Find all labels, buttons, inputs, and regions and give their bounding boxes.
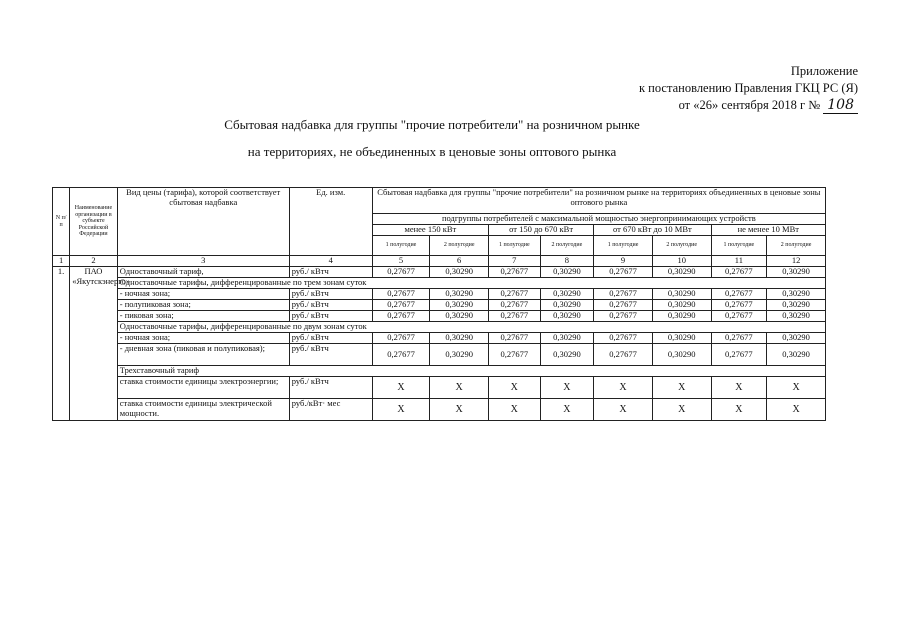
value-cell: 0,27677 bbox=[489, 289, 541, 300]
value-cell: 0,30290 bbox=[767, 311, 826, 322]
row-label: Одноставочный тариф, bbox=[117, 267, 289, 278]
value-cell: X bbox=[711, 377, 767, 399]
row-label: - ночная зона; bbox=[117, 333, 289, 344]
value-cell: 0,27677 bbox=[372, 333, 430, 344]
value-cell: 0,30290 bbox=[540, 289, 594, 300]
tariff-table bbox=[52, 187, 826, 421]
row-number: 1. bbox=[53, 267, 70, 421]
value-cell: 0,30290 bbox=[652, 344, 711, 366]
value-cell: 0,30290 bbox=[652, 289, 711, 300]
value-cell: 0,30290 bbox=[430, 344, 489, 366]
resolution-date-prefix: от «26» сентября 2018 г № bbox=[678, 98, 821, 112]
section-row bbox=[53, 366, 826, 377]
section-row bbox=[53, 278, 826, 289]
value-cell: 0,27677 bbox=[372, 267, 430, 278]
half-year-1: 1 полугодие bbox=[594, 236, 653, 256]
resolution-number: 108 bbox=[823, 97, 858, 114]
col-header-org: Наименование организации в субъекте Российской Федерации bbox=[70, 188, 118, 256]
value-cell: 0,27677 bbox=[594, 311, 653, 322]
value-cell: 0,27677 bbox=[489, 267, 541, 278]
half-year-2: 2 полугодие bbox=[430, 236, 489, 256]
value-cell: 0,30290 bbox=[430, 333, 489, 344]
value-cell: 0,30290 bbox=[540, 300, 594, 311]
value-cell: 0,27677 bbox=[594, 333, 653, 344]
col-number: 1 bbox=[53, 256, 70, 267]
col-number: 5 bbox=[372, 256, 430, 267]
resolution-ref: к постановлению Правления ГКЦ РС (Я) bbox=[638, 81, 858, 95]
value-cell: 0,27677 bbox=[594, 344, 653, 366]
table-row bbox=[53, 344, 826, 366]
row-label: ставка стоимости единицы электрической мощности. bbox=[117, 399, 289, 421]
value-cell: 0,27677 bbox=[711, 344, 767, 366]
value-cell: 0,27677 bbox=[594, 289, 653, 300]
table-row bbox=[53, 399, 826, 421]
row-unit: руб./кВт· мес bbox=[289, 399, 372, 421]
value-cell: 0,30290 bbox=[430, 267, 489, 278]
table-row bbox=[53, 311, 826, 322]
group-lt150: менее 150 кВт bbox=[372, 225, 488, 236]
value-cell: X bbox=[594, 377, 653, 399]
group-150-670: от 150 до 670 кВт bbox=[489, 225, 594, 236]
value-cell: 0,27677 bbox=[489, 311, 541, 322]
half-year-2: 2 полугодие bbox=[540, 236, 594, 256]
value-cell: 0,27677 bbox=[711, 333, 767, 344]
value-cell: 0,30290 bbox=[652, 300, 711, 311]
row-unit: руб./ кВтч bbox=[289, 267, 372, 278]
value-cell: 0,30290 bbox=[430, 311, 489, 322]
col-number-row bbox=[53, 256, 826, 267]
value-cell: X bbox=[540, 377, 594, 399]
row-unit: руб./ кВтч bbox=[289, 289, 372, 300]
value-cell: X bbox=[489, 399, 541, 421]
value-cell: 0,30290 bbox=[652, 267, 711, 278]
value-cell: 0,27677 bbox=[594, 300, 653, 311]
value-cell: 0,27677 bbox=[489, 344, 541, 366]
value-cell: 0,27677 bbox=[711, 289, 767, 300]
value-cell: X bbox=[372, 377, 430, 399]
org-name: ПАО «Якутскэнерго» bbox=[70, 267, 118, 421]
value-cell: X bbox=[652, 377, 711, 399]
value-cell: 0,30290 bbox=[767, 300, 826, 311]
half-year-1: 1 полугодие bbox=[711, 236, 767, 256]
value-cell: 0,27677 bbox=[372, 344, 430, 366]
value-cell: 0,30290 bbox=[767, 333, 826, 344]
value-cell: 0,27677 bbox=[711, 311, 767, 322]
table-row bbox=[53, 377, 826, 399]
value-cell: 0,27677 bbox=[594, 267, 653, 278]
row-label: ставка стоимости единицы электроэнергии; bbox=[117, 377, 289, 399]
row-label: - ночная зона; bbox=[117, 289, 289, 300]
section-row bbox=[53, 322, 826, 333]
value-cell: X bbox=[652, 399, 711, 421]
group-gte10mw: не менее 10 МВт bbox=[711, 225, 825, 236]
half-year-2: 2 полугодие bbox=[652, 236, 711, 256]
col-number: 11 bbox=[711, 256, 767, 267]
col-header-markup: Сбытовая надбавка для группы "прочие потребители" на розничном рынке на территориях объединенных в ценовые зоны оптового рынка bbox=[372, 188, 825, 214]
half-year-1: 1 полугодие bbox=[489, 236, 541, 256]
col-header-num: N п/п bbox=[53, 188, 70, 256]
value-cell: 0,27677 bbox=[711, 300, 767, 311]
value-cell: 0,30290 bbox=[767, 344, 826, 366]
col-number: 9 bbox=[594, 256, 653, 267]
value-cell: 0,27677 bbox=[372, 300, 430, 311]
resolution-date bbox=[679, 97, 858, 114]
value-cell: X bbox=[540, 399, 594, 421]
row-unit: руб./ кВтч bbox=[289, 300, 372, 311]
col-number: 8 bbox=[540, 256, 594, 267]
col-number: 3 bbox=[117, 256, 289, 267]
value-cell: 0,27677 bbox=[489, 300, 541, 311]
row-unit: руб./ кВтч bbox=[289, 333, 372, 344]
value-cell: 0,30290 bbox=[540, 344, 594, 366]
value-cell: X bbox=[594, 399, 653, 421]
value-cell: X bbox=[767, 377, 826, 399]
section-two-zone: Одноставочные тарифы, дифференцированные по двум зонам суток bbox=[117, 322, 825, 333]
row-unit: руб./ кВтч bbox=[289, 311, 372, 322]
value-cell: 0,30290 bbox=[540, 311, 594, 322]
row-unit: руб./ кВтч bbox=[289, 344, 372, 366]
row-label: - полупиковая зона; bbox=[117, 300, 289, 311]
half-year-2: 2 полугодие bbox=[767, 236, 826, 256]
value-cell: 0,30290 bbox=[652, 333, 711, 344]
col-number: 12 bbox=[767, 256, 826, 267]
value-cell: 0,30290 bbox=[540, 333, 594, 344]
col-number: 7 bbox=[489, 256, 541, 267]
group-670-10mw: от 670 кВт до 10 МВт bbox=[594, 225, 711, 236]
value-cell: 0,30290 bbox=[430, 289, 489, 300]
table-row bbox=[53, 333, 826, 344]
doc-title-line2: на территориях, не объединенных в ценовые зоны оптового рынка bbox=[247, 144, 617, 159]
row-label: - дневная зона (пиковая и полупиковая); bbox=[117, 344, 289, 366]
row-unit: руб./ кВтч bbox=[289, 377, 372, 399]
value-cell: X bbox=[430, 377, 489, 399]
value-cell: 0,27677 bbox=[372, 311, 430, 322]
value-cell: 0,30290 bbox=[540, 267, 594, 278]
value-cell: 0,30290 bbox=[767, 289, 826, 300]
value-cell: 0,27677 bbox=[372, 289, 430, 300]
section-three-rate: Трехставочный тариф bbox=[117, 366, 825, 377]
col-header-unit: Ед. изм. bbox=[289, 188, 372, 256]
table-row bbox=[53, 300, 826, 311]
value-cell: X bbox=[711, 399, 767, 421]
half-year-1: 1 полугодие bbox=[372, 236, 430, 256]
col-number: 4 bbox=[289, 256, 372, 267]
col-number: 6 bbox=[430, 256, 489, 267]
value-cell: 0,30290 bbox=[767, 267, 826, 278]
value-cell: X bbox=[430, 399, 489, 421]
value-cell: X bbox=[767, 399, 826, 421]
appendix-label: Приложение bbox=[790, 64, 858, 78]
col-number: 2 bbox=[70, 256, 118, 267]
col-header-price-type: Вид цены (тарифа), которой соответствует сбытовая надбавка bbox=[117, 188, 289, 256]
value-cell: 0,30290 bbox=[652, 311, 711, 322]
table-row bbox=[53, 267, 826, 278]
doc-title-line1: Сбытовая надбавка для группы "прочие потребители" на розничном рынке bbox=[224, 117, 640, 132]
row-label: - пиковая зона; bbox=[117, 311, 289, 322]
col-header-subgroups: подгруппы потребителей с максимальной мощностью энергопринимающих устройств bbox=[372, 214, 825, 225]
value-cell: X bbox=[372, 399, 430, 421]
value-cell: X bbox=[489, 377, 541, 399]
value-cell: 0,30290 bbox=[430, 300, 489, 311]
col-number: 10 bbox=[652, 256, 711, 267]
value-cell: 0,27677 bbox=[711, 267, 767, 278]
section-three-zone: Одноставочные тарифы, дифференцированные по трем зонам суток bbox=[117, 278, 825, 289]
table-row bbox=[53, 289, 826, 300]
value-cell: 0,27677 bbox=[489, 333, 541, 344]
